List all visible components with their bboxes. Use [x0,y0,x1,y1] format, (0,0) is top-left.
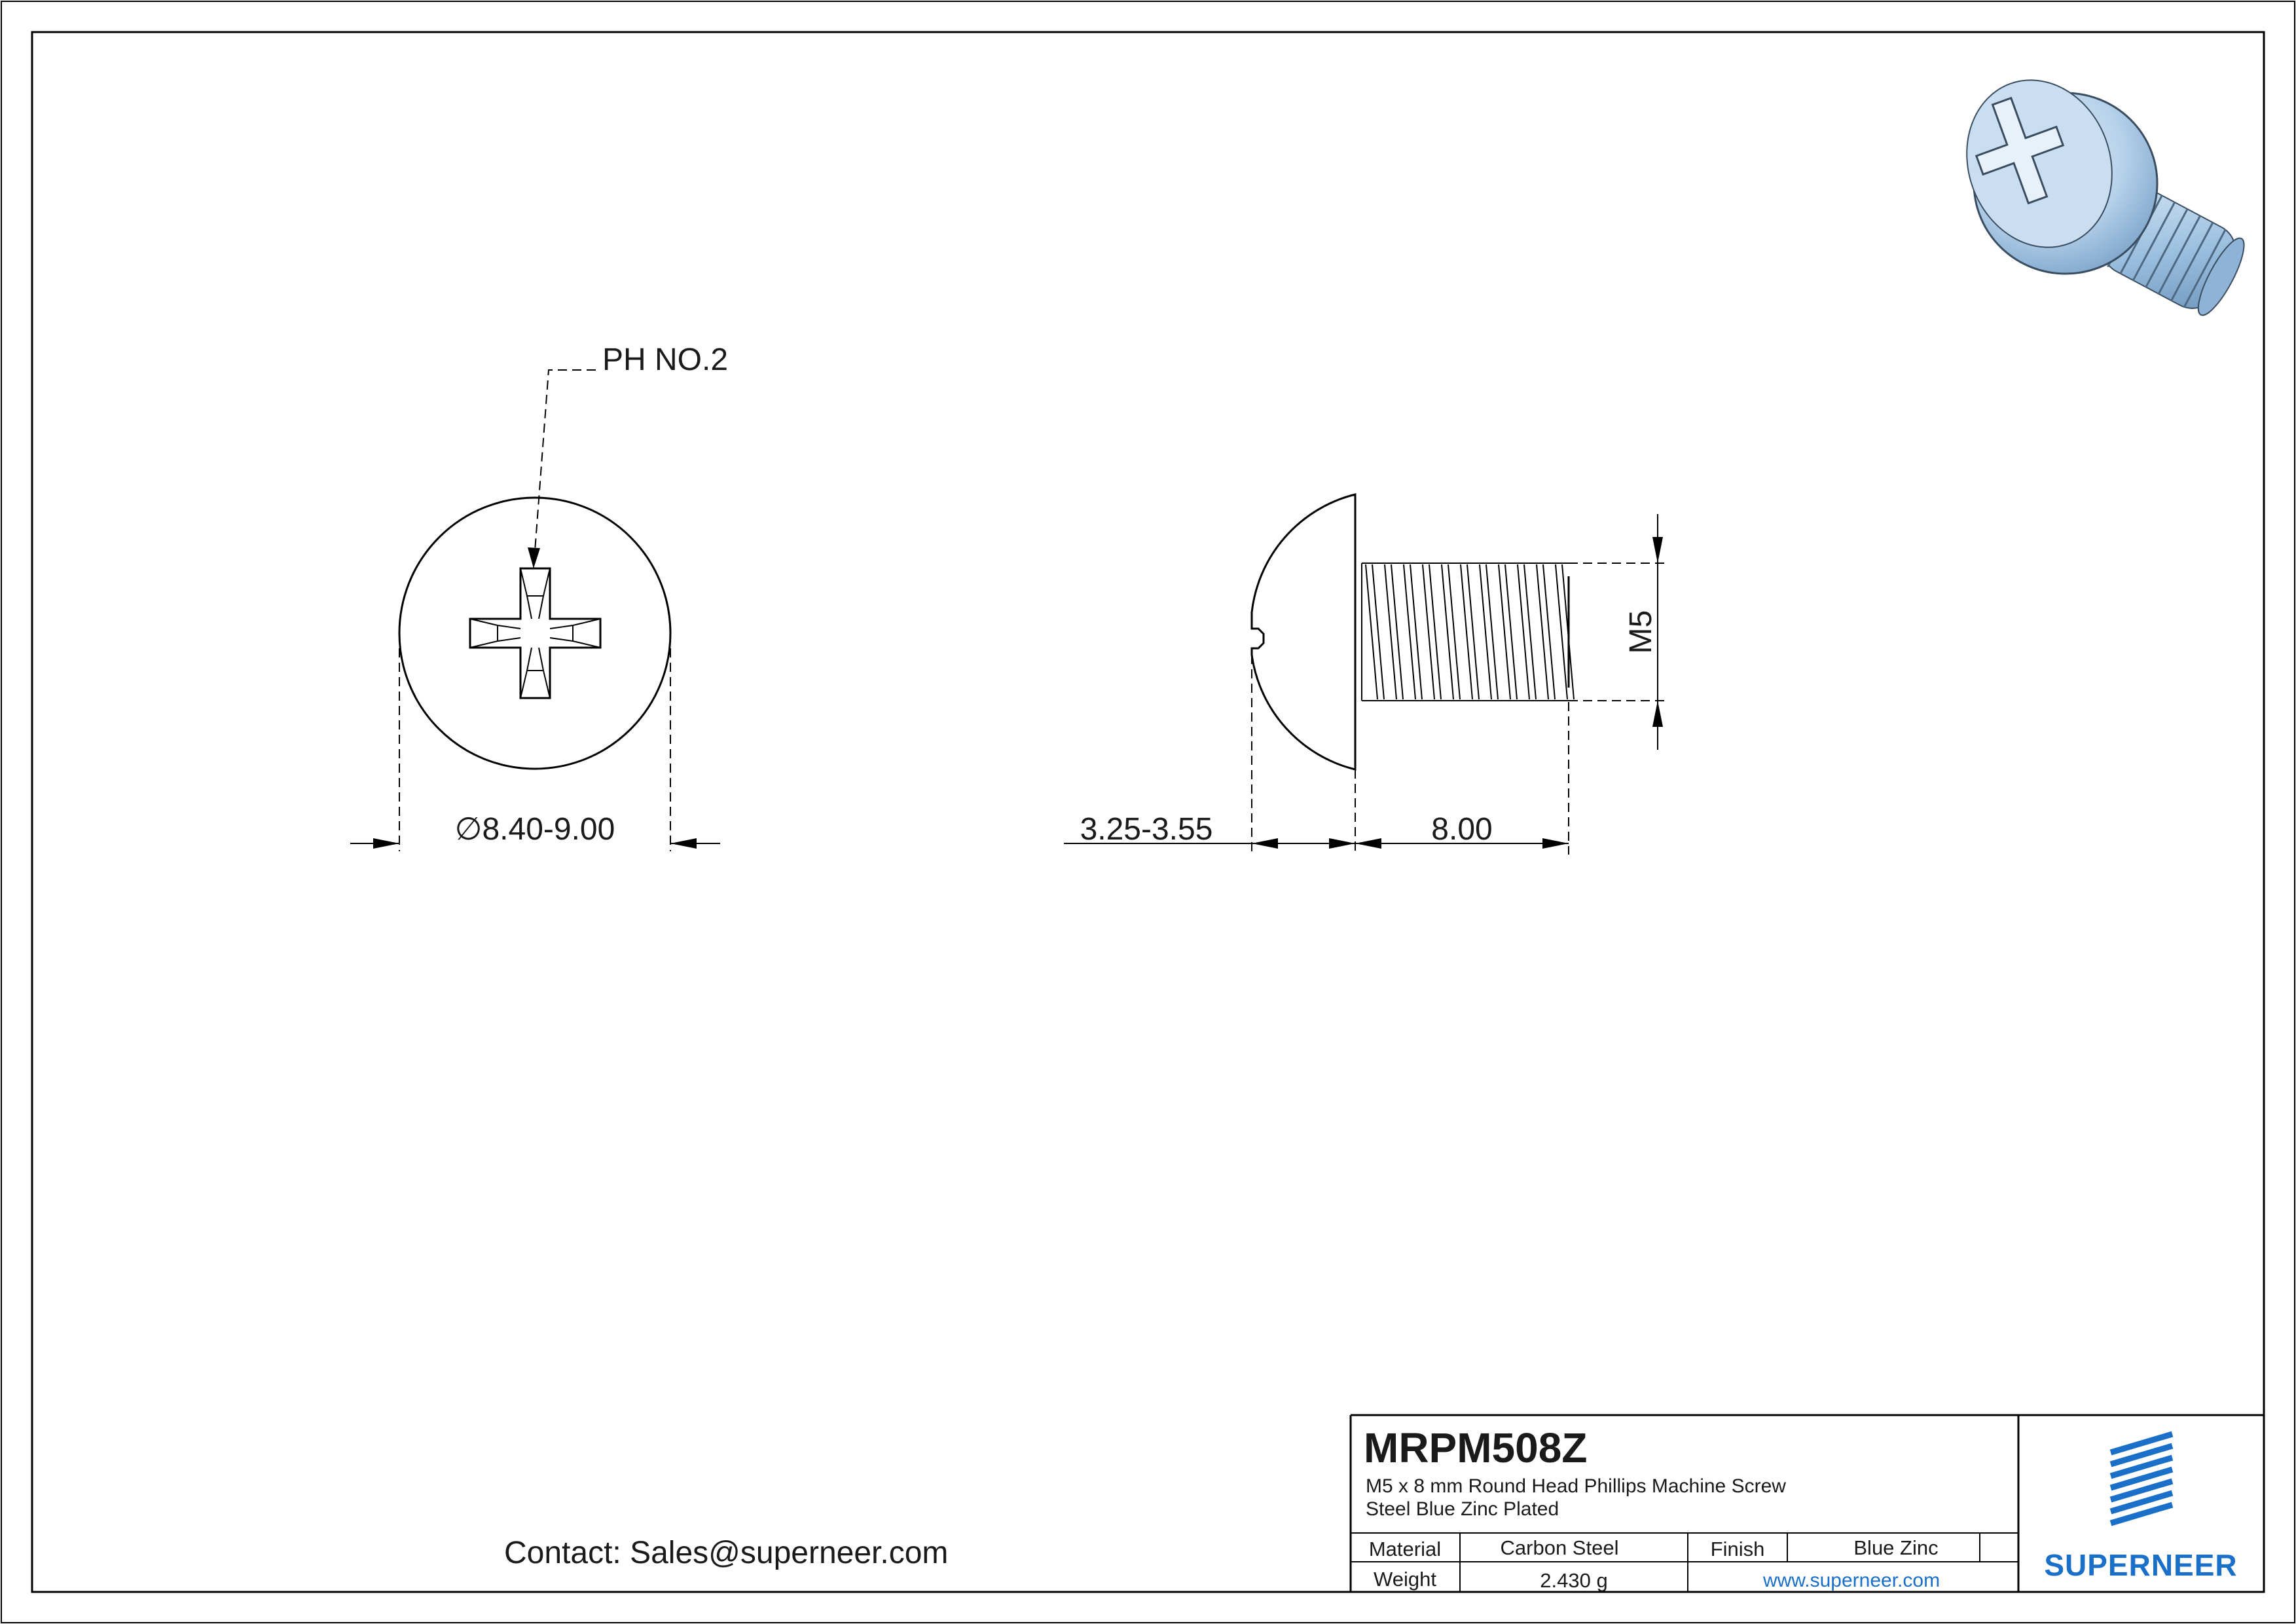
round-head [1252,494,1355,769]
side-view [1064,494,1666,855]
weight-value: 2.430 g [1540,1569,1608,1592]
weight-label: Weight [1374,1568,1436,1591]
head-height-label: 3.25-3.55 [1080,812,1213,847]
material-value: Carbon Steel [1500,1536,1619,1559]
brand-name: SUPERNEER [2044,1548,2238,1582]
finish-value: Blue Zinc [1853,1536,1939,1559]
part-number: MRPM508Z [1364,1424,1588,1471]
head-outline [399,498,670,769]
material-label: Material [1368,1538,1442,1560]
contact-text: Contact: Sales@superneer.com [504,1536,949,1570]
thread-size-label: M5 [1624,610,1658,654]
thread-body [1362,563,1574,701]
description-line-1: M5 x 8 mm Round Head Phillips Machine Screw [1366,1475,1786,1497]
drive-leader [534,370,596,568]
top-view [350,370,720,851]
head-diameter-label: ∅8.40-9.00 [454,812,615,847]
phillips-recess [470,568,600,698]
length-label: 8.00 [1431,812,1493,847]
website-link[interactable]: www.superneer.com [1762,1570,1941,1591]
finish-label: Finish [1710,1538,1765,1560]
description-line-2: Steel Blue Zinc Plated [1366,1498,1559,1520]
screw-3d-render-icon [1944,60,2252,322]
drive-size-label: PH NO.2 [602,342,729,377]
superneer-logo-icon [2111,1434,2172,1523]
